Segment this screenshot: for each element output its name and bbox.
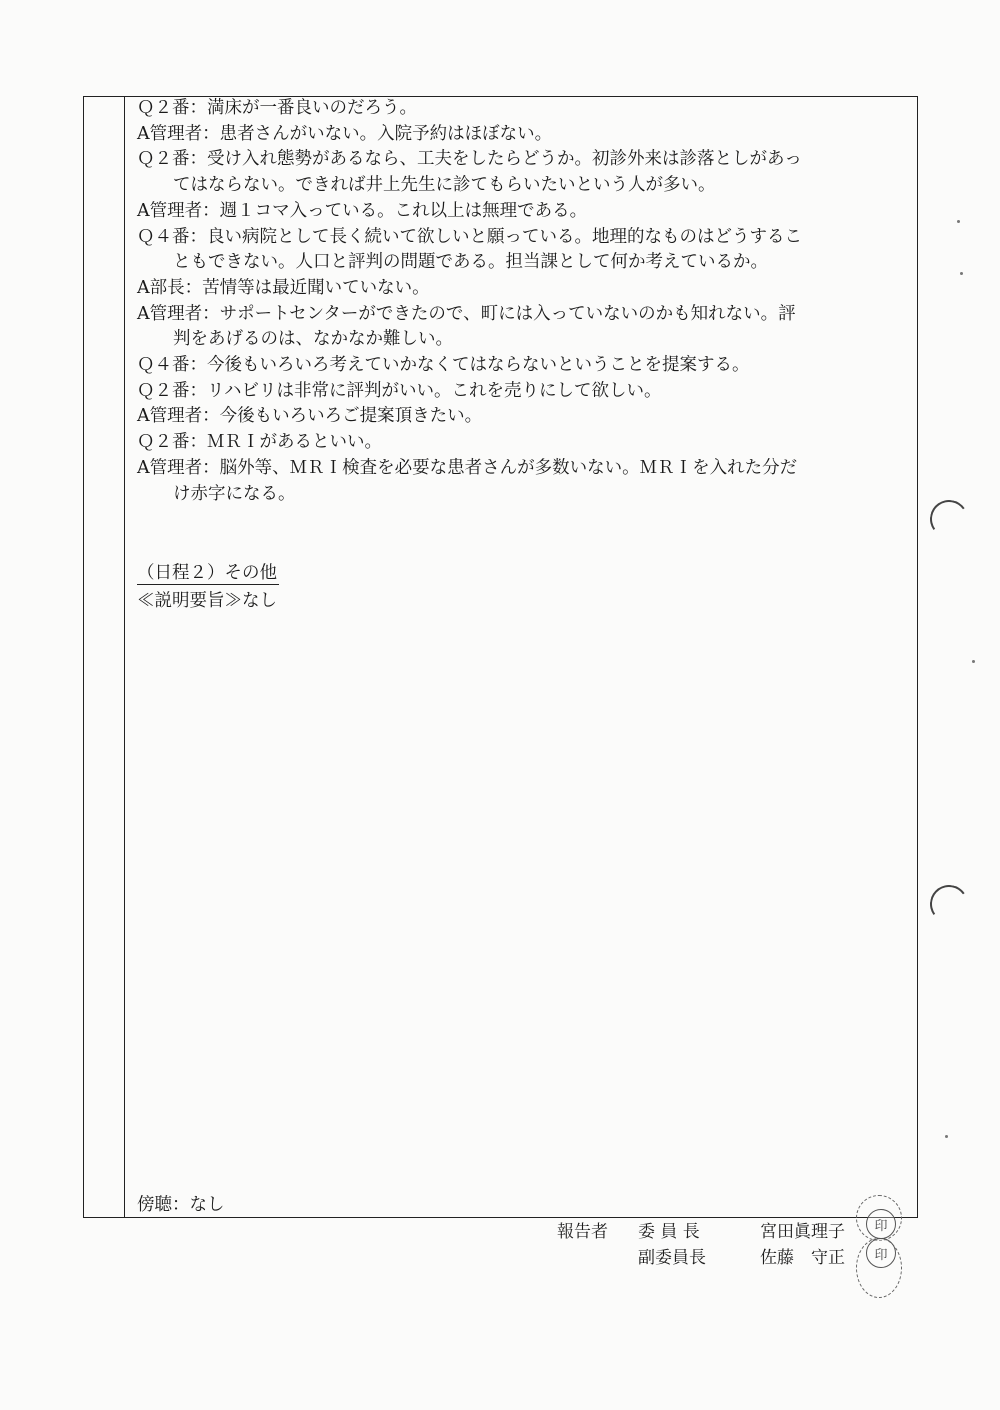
- scan-speck: [972, 660, 975, 663]
- speaker-label: Ｑ４番：: [137, 355, 207, 376]
- minutes-list: [137, 96, 912, 507]
- observers-line: 傍聴：なし: [137, 1195, 225, 1215]
- minutes-entry: [137, 199, 912, 225]
- statement-continuation: ともできない。人口と評判の問題である。担当課として何か考えているか。: [173, 252, 768, 273]
- statement-continuation: 判をあげるのは、なかなか難しい。: [173, 329, 453, 350]
- statement-text: ＭＲＩがあるといい。: [207, 432, 382, 453]
- statement-text: 苦情等は最近聞いていない。: [202, 277, 430, 298]
- vice-chair-name: 佐藤 守正: [760, 1248, 845, 1268]
- speaker-label: Ｑ４番：: [137, 226, 207, 247]
- minutes-entry: [137, 96, 912, 122]
- minutes-entry: [137, 430, 912, 456]
- scan-speck: [957, 220, 960, 223]
- chair-role: 委 員 長: [638, 1222, 700, 1242]
- reporter-label: 報告者: [557, 1222, 608, 1242]
- left-column-divider: [124, 97, 125, 1217]
- statement-continuation: け赤字になる。: [173, 483, 296, 504]
- statement-text: 満床が一番良いのだろう。: [207, 98, 417, 118]
- section-2-title: （日程２）その他: [137, 563, 277, 584]
- speaker-label: Ｑ２番：: [137, 98, 207, 118]
- speaker-label: A管理者：: [137, 200, 220, 221]
- section-2-summary: ≪説明要旨≫なし: [137, 590, 277, 611]
- chair-name: 宮田眞理子: [760, 1222, 845, 1242]
- minutes-entry: [137, 379, 912, 405]
- statement-text: サポートセンターができたので、町には入っていないのかも知れない。評: [219, 303, 796, 324]
- minutes-entry: [137, 225, 912, 251]
- minutes-entry: [137, 147, 912, 173]
- seal-stamp-miyata: 印: [866, 1209, 896, 1239]
- statement-text: 脳外等、ＭＲＩ検査を必要な患者さんが多数いない。ＭＲＩを入れた分だ: [219, 457, 798, 478]
- statement-text: 受け入れ態勢があるなら、工夫をしたらどうか。初診外来は診落としがあっ: [207, 149, 802, 170]
- statement-text: リハビリは非常に評判がいい。これを売りにして欲しい。: [207, 380, 662, 401]
- minutes-entry: [137, 122, 912, 148]
- minutes-content: [137, 96, 912, 615]
- vice-chair-role: 副委員長: [638, 1248, 706, 1268]
- punch-hole-upper-icon: [927, 497, 971, 541]
- minutes-entry: [137, 353, 912, 379]
- statement-text: 今後もいろいろ考えていかなくてはならないということを提案する。: [207, 355, 750, 376]
- scan-speck: [945, 1135, 948, 1138]
- statement-text: 今後もいろいろご提案頂きたい。: [219, 406, 483, 427]
- statement-text: 患者さんがいない。入院予約はほぼない。: [219, 123, 553, 144]
- speaker-label: A管理者：: [137, 406, 220, 427]
- minutes-entry: [137, 404, 912, 430]
- speaker-label: A管理者：: [137, 457, 220, 478]
- punch-hole-lower-icon: [927, 882, 971, 926]
- speaker-label: A管理者：: [137, 303, 220, 324]
- speaker-label: A部長：: [137, 277, 203, 298]
- speaker-label: Ｑ２番：: [137, 149, 207, 170]
- statement-text: 良い病院として長く続いて欲しいと願っている。地理的なものはどうするこ: [207, 226, 802, 247]
- minutes-entry: [137, 276, 912, 302]
- minutes-entry: [137, 302, 912, 328]
- speaker-label: Ｑ２番：: [137, 432, 207, 453]
- scan-speck: [960, 272, 963, 275]
- seal-stamp-sato: 印: [866, 1238, 896, 1268]
- statement-continuation: てはならない。できれば井上先生に診てもらいたいという人が多い。: [173, 175, 716, 196]
- minutes-entry: [137, 456, 912, 482]
- speaker-label: A管理者：: [137, 123, 220, 144]
- section-2: [137, 561, 912, 614]
- statement-text: 週１コマ入っている。これ以上は無理である。: [219, 200, 588, 221]
- speaker-label: Ｑ２番：: [137, 380, 207, 401]
